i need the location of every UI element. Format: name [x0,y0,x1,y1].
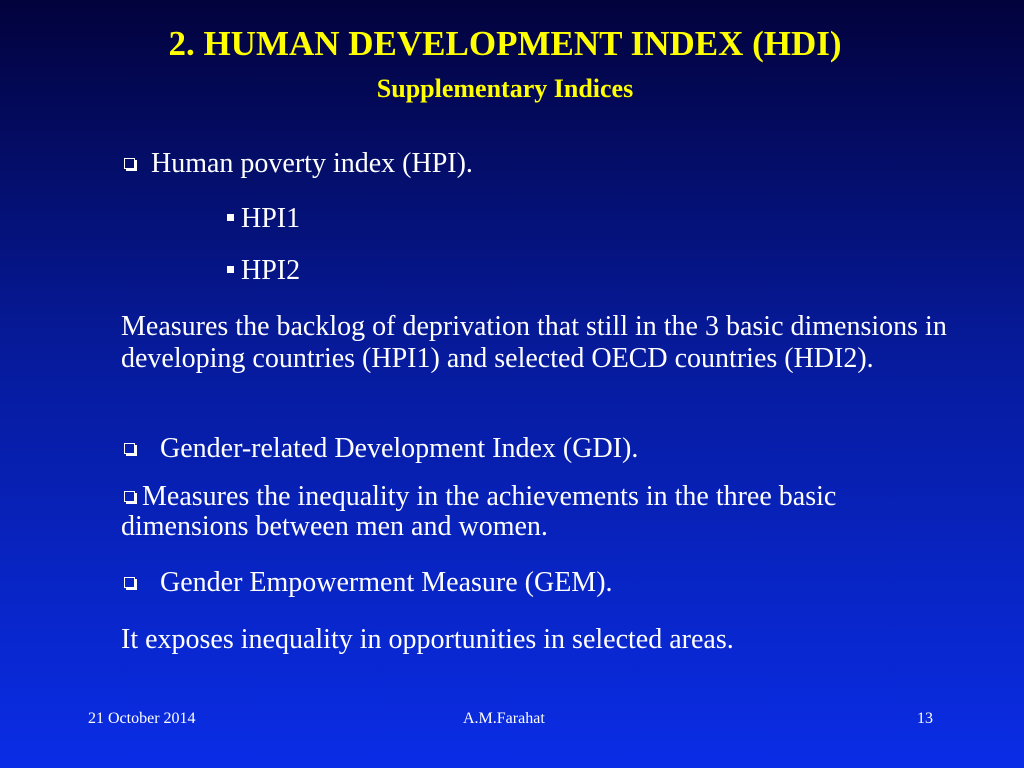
bullet-hpi [124,148,473,180]
footer-author: A.M.Farahat [463,710,545,727]
sub-bullet-hpi1-text: HPI1 [241,203,301,234]
solid-square-bullet-icon [227,214,234,221]
gem-description: It exposes inequality in opportunities in selected areas. [121,624,734,655]
sub-bullet-hpi2-text: HPI2 [241,255,301,286]
footer-page-number: 13 [917,710,933,727]
sub-bullet-hpi2 [227,255,300,287]
sub-bullet-hpi1 [227,203,300,235]
gdi-description-text: Measures the inequality in the achievements in the three basic dimensions between men and women. [121,481,837,542]
bullet-gem [124,567,613,599]
hollow-square-bullet-icon [124,443,135,454]
slide-title: 2. HUMAN DEVELOPMENT INDEX (HDI) [168,24,842,63]
bullet-gem-text: Gender Empowerment Measure (GEM). [160,567,613,598]
hpi-description: Measures the backlog of deprivation that still in the 3 basic dimensions in developing countries (HPI1) and selected OECD countries (HDI2). [121,311,947,374]
bullet-gdi [124,433,638,465]
bullet-gdi-text: Gender-related Development Index (GDI). [160,433,639,464]
hollow-square-bullet-icon [124,577,135,588]
slide-subtitle: Supplementary Indices [376,74,634,103]
bullet-gdi-description [121,482,951,542]
bullet-hpi-text: Human poverty index (HPI). [151,148,473,179]
hollow-square-bullet-icon [124,491,135,502]
hollow-square-bullet-icon [124,158,135,169]
footer-date: 21 October 2014 [88,710,196,727]
solid-square-bullet-icon [227,266,234,273]
